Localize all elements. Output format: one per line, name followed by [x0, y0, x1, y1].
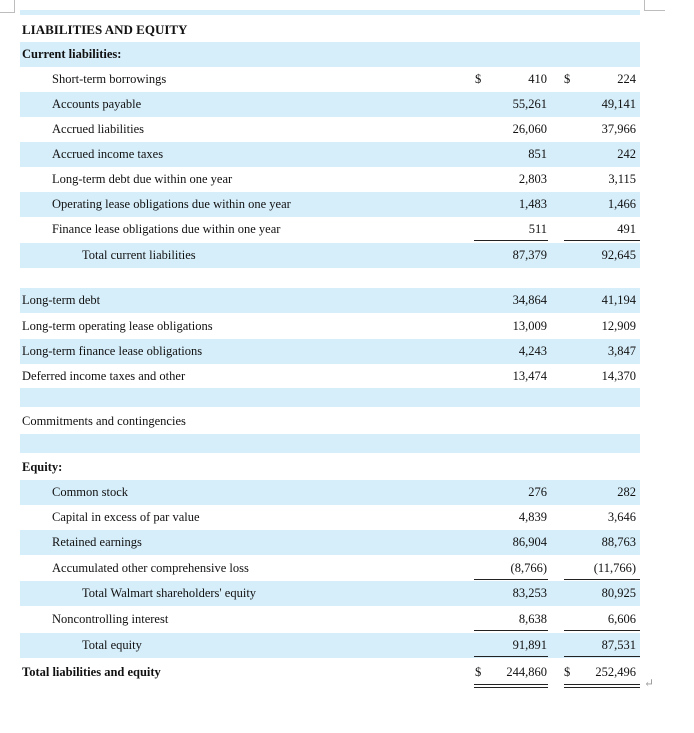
row-label: Accrued liabilities: [52, 122, 144, 136]
total-col1: 87,379: [512, 248, 547, 262]
value-col2: 491: [617, 222, 636, 236]
total-equity-row: [20, 633, 640, 658]
value-col2: (11,766): [593, 561, 636, 575]
table-row: [20, 530, 640, 555]
page-corner-mark-left: [0, 0, 15, 13]
grand-total-row: [20, 660, 640, 685]
total-col2: 87,531: [601, 638, 636, 652]
total-col2: 80,925: [601, 586, 636, 600]
table-row: [20, 339, 640, 364]
value-col1: 34,864: [512, 293, 547, 307]
value-col1: 851: [528, 147, 547, 161]
row-label: Long-term operating lease obligations: [22, 319, 213, 333]
subtotal-rule: [564, 240, 640, 241]
table-row: [20, 92, 640, 117]
commitments-label: Commitments and contingencies: [22, 414, 186, 428]
total-label: Total current liabilities: [82, 248, 196, 262]
value-col1: 4,243: [518, 344, 547, 358]
row-label: Noncontrolling interest: [52, 612, 169, 626]
total-col1: 83,253: [512, 586, 547, 600]
total-label: Total equity: [82, 638, 142, 652]
table-row: [20, 556, 640, 581]
grand-total-label: Total liabilities and equity: [22, 665, 161, 679]
table-row: [20, 142, 640, 167]
table-row: [20, 288, 640, 313]
table-row: [20, 505, 640, 530]
value-col2: 242: [617, 147, 636, 161]
row-label: Accumulated other comprehensive loss: [52, 561, 249, 575]
subtotal-rule: [474, 240, 548, 241]
value-col2: 41,194: [601, 293, 636, 307]
walmart-equity-total-row: [20, 581, 640, 606]
row-label: Finance lease obligations due within one year: [52, 222, 281, 236]
table-row: [20, 67, 640, 92]
subtotal-rule: [474, 579, 548, 580]
double-rule: [474, 684, 548, 688]
value-col2: 12,909: [601, 319, 636, 333]
value-col1: 8,638: [518, 612, 547, 626]
value-col2: 14,370: [601, 369, 636, 383]
value-col2: 3,847: [607, 344, 636, 358]
subtotal-rule: [474, 656, 548, 657]
row-label: Long-term finance lease obligations: [22, 344, 203, 358]
row-label: Common stock: [52, 485, 129, 499]
value-col2: 1,466: [607, 197, 636, 211]
current-liabilities-title: Current liabilities:: [22, 47, 122, 61]
equity-header-row: [20, 455, 640, 480]
current-liabilities-header-row: [20, 42, 640, 67]
currency-symbol: $: [475, 72, 482, 86]
value-col2: 6,606: [607, 612, 636, 626]
value-col1: 1,483: [518, 197, 547, 211]
table-row: [20, 314, 640, 339]
value-col1: 410: [528, 72, 547, 86]
section-heading: LIABILITIES AND EQUITY: [22, 22, 188, 37]
table-row: [20, 117, 640, 142]
value-col1: 2,803: [518, 172, 547, 186]
paragraph-mark-icon: ↵: [644, 676, 655, 690]
subtotal-rule: [474, 630, 548, 631]
value-col1: 4,839: [518, 510, 547, 524]
row-label: Deferred income taxes and other: [22, 369, 186, 383]
value-col2: 224: [617, 72, 636, 86]
table-row: [20, 480, 640, 505]
subtotal-rule: [564, 630, 640, 631]
total-col1: 91,891: [512, 638, 547, 652]
commitments-row: [20, 409, 640, 434]
value-col1: 26,060: [512, 122, 547, 136]
value-col1: (8,766): [510, 561, 547, 575]
value-col1: 13,474: [512, 369, 547, 383]
row-label: Long-term debt due within one year: [52, 172, 233, 186]
grand-total-col1: 244,860: [506, 665, 547, 679]
row-label: Short-term borrowings: [52, 72, 167, 86]
currency-symbol: $: [564, 72, 571, 86]
equity-title: Equity:: [22, 460, 63, 474]
value-col2: 3,646: [607, 510, 636, 524]
table-row: [20, 217, 640, 242]
row-label: Capital in excess of par value: [52, 510, 200, 524]
subtotal-rule: [564, 579, 640, 580]
value-col2: 282: [617, 485, 636, 499]
subtotal-rule: [564, 656, 640, 657]
page-corner-mark-right: [644, 0, 665, 11]
heading-row: [20, 17, 640, 42]
value-col1: 276: [528, 485, 547, 499]
table-row: [20, 167, 640, 192]
table-row: [20, 364, 640, 389]
value-col1: 86,904: [512, 535, 547, 549]
currency-symbol: $: [564, 665, 571, 679]
row-label: Accrued income taxes: [52, 147, 164, 161]
currency-symbol: $: [475, 665, 482, 679]
row-label: Accounts payable: [52, 97, 142, 111]
spacer-row: [20, 434, 640, 453]
header-band: [20, 10, 640, 15]
grand-total-col2: 252,496: [595, 665, 636, 679]
row-label: Operating lease obligations due within one year: [52, 197, 291, 211]
table-row: [20, 192, 640, 217]
row-label: Long-term debt: [22, 293, 101, 307]
total-row: [20, 243, 640, 268]
value-col2: 3,115: [608, 172, 636, 186]
value-col2: 49,141: [601, 97, 636, 111]
value-col1: 55,261: [512, 97, 547, 111]
table-row: [20, 607, 640, 632]
value-col2: 37,966: [601, 122, 636, 136]
value-col2: 88,763: [601, 535, 636, 549]
value-col1: 511: [528, 222, 547, 236]
total-col2: 92,645: [601, 248, 636, 262]
spacer-row: [20, 388, 640, 407]
double-rule: [564, 684, 640, 688]
row-label: Retained earnings: [52, 535, 142, 549]
total-label: Total Walmart shareholders' equity: [82, 586, 257, 600]
value-col1: 13,009: [512, 319, 547, 333]
